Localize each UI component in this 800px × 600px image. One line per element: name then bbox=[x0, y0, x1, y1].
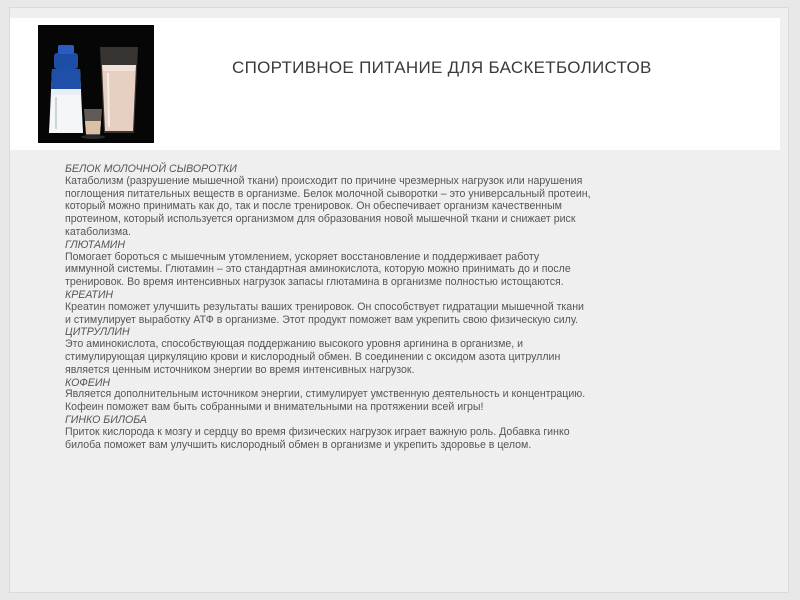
section-text-line: стимулирующая циркуляцию крови и кислородный обмен. В соединении с оксидом азота цитруллин bbox=[65, 350, 561, 363]
section-heading: БЕЛОК МОЛОЧНОЙ СЫВОРОТКИ bbox=[65, 163, 237, 175]
section-text-line: является ценным источником энергии во время интенсивных нагрузок. bbox=[65, 363, 415, 376]
section-heading: ЦИТРУЛЛИН bbox=[65, 326, 130, 339]
section-text-line: Кофеин поможет вам быть собранными и внимательными на протяжении всей игры! bbox=[65, 401, 484, 414]
section-text-line: Приток кислорода к мозгу и сердцу во время физических нагрузок играет важную роль. Добавка гинко bbox=[65, 425, 570, 438]
section-text-line: Это аминокислота, способствующая поддержанию высокого уровня аргинина в организме, и bbox=[65, 338, 524, 351]
section-heading: ГИНКО БИЛОБА bbox=[65, 413, 147, 426]
section-text-line: и стимулирует выработку АТФ в организме. Этот продукт поможет вам укрепить свою физическую силу. bbox=[65, 313, 579, 326]
section-text-line: иммунной системы. Глютамин – это стандартная аминокислота, которую можно принимать до и после bbox=[65, 263, 571, 276]
section-text-line: Катаболизм (разрушение мышечной ткани) происходит по причине чрезмерных нагрузок или нарушения bbox=[65, 174, 583, 187]
shaker-and-glass-icon bbox=[38, 25, 154, 143]
page-title: СПОРТИВНОЕ ПИТАНИЕ ДЛЯ БАСКЕТБОЛИСТОВ bbox=[232, 58, 652, 77]
section-text-line: катаболизма. bbox=[65, 225, 131, 238]
section-heading: КОФЕИН bbox=[65, 376, 111, 389]
section-text-line: билоба поможет вам улучшить кислородный обмен в организме и укрепить здоровье в целом. bbox=[65, 438, 532, 451]
section-text-line: тренировок. Во время интенсивных нагрузок запасы глютамина в организме полностью истощаются. bbox=[65, 276, 564, 289]
section-heading: КРЕАТИН bbox=[65, 288, 114, 301]
content-body bbox=[65, 163, 765, 452]
section-text-line: Является дополнительным источником энергии, стимулирует умственную деятельность и концентрацию. bbox=[65, 388, 586, 401]
section-text-line: поглощения питательных веществ в организме. Белок молочной сыворотки – это универсальный протеин, bbox=[65, 187, 591, 200]
section-heading: ГЛЮТАМИН bbox=[65, 238, 126, 251]
section-text-line: Креатин поможет улучшить результаты ваших тренировок. Он способствует гидратации мышечной ткани bbox=[65, 300, 584, 313]
section-text-line: протеином, который используется организмом для образования новой мышечной ткани и снижает риск bbox=[65, 213, 576, 226]
slide bbox=[9, 7, 789, 593]
protein-shake-photo bbox=[38, 25, 154, 143]
section-text-line: который можно принимать как до, так и после тренировок. Он обеспечивает организм качественным bbox=[65, 200, 562, 213]
section-text-line: Помогает бороться с мышечным утомлением, ускоряет восстановление и поддерживает работу bbox=[65, 250, 540, 263]
